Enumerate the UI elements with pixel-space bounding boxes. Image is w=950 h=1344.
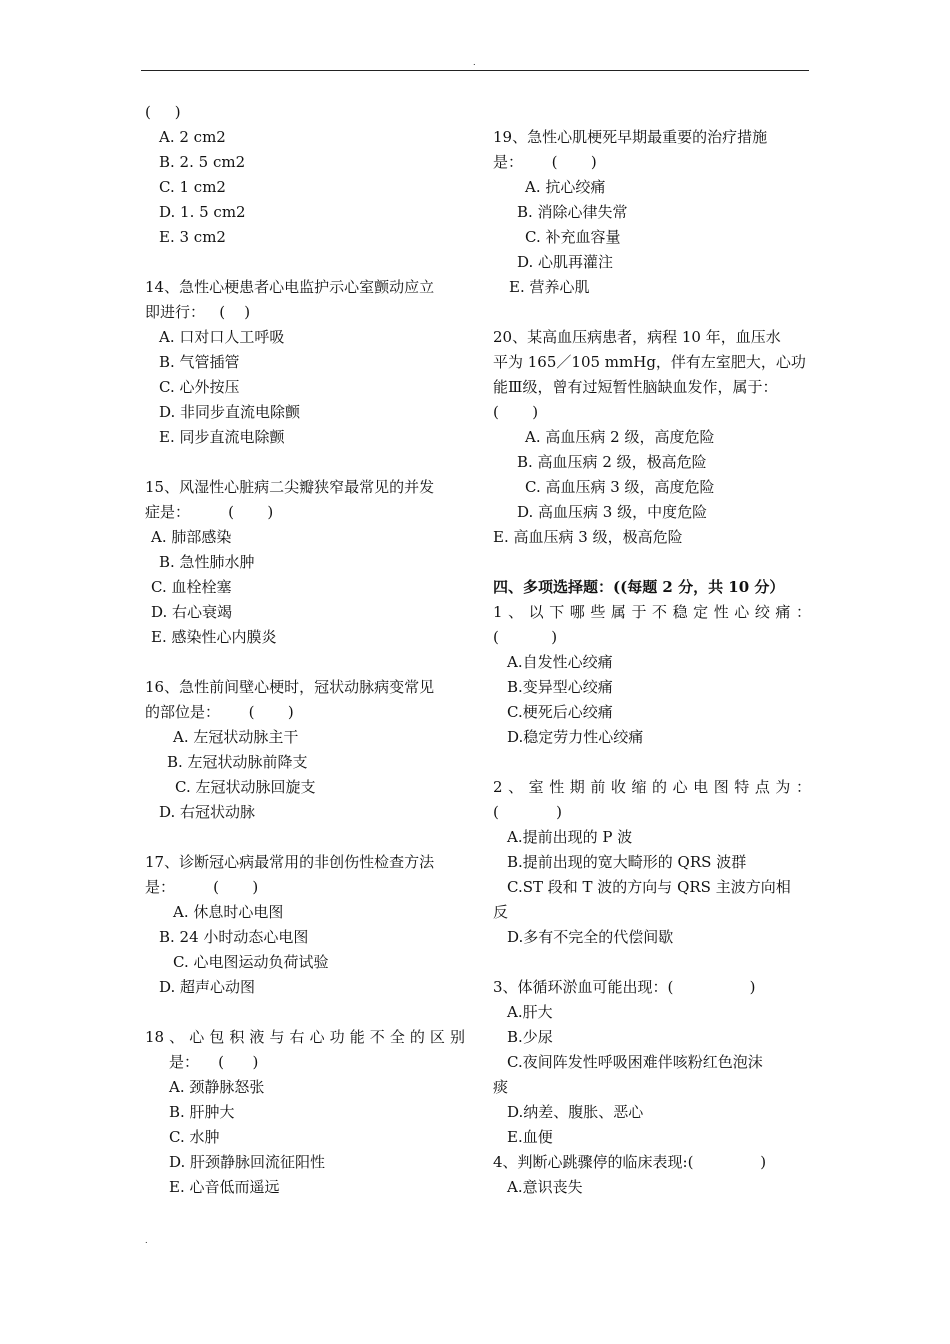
q13-option-c: C. 1 cm2 <box>159 178 226 196</box>
q16-option-b: B. 左冠状动脉前降支 <box>167 753 308 771</box>
q19-option-e: E. 营养心肌 <box>509 278 590 296</box>
q19-stem-cont: 是： ( ) <box>493 153 597 171</box>
q14-option-a: A. 口对口人工呼吸 <box>159 328 285 346</box>
footer-mark: . <box>145 1236 148 1245</box>
m2-option-d: D.多有不完全的代偿间歇 <box>507 928 674 946</box>
m1-option-b: B.变异型心绞痛 <box>507 678 613 696</box>
q20-stem-4: ( ) <box>493 403 539 421</box>
q15-option-e: E. 感染性心内膜炎 <box>151 628 277 646</box>
q20-option-b: B. 高血压病 2 级，极高危险 <box>517 453 707 471</box>
m3-option-c: C.夜间阵发性呼吸困难伴咳粉红色泡沫 <box>507 1053 763 1071</box>
header-rule <box>141 70 809 71</box>
m2-stem: 2、室性期前收缩的心电图特点为： <box>493 778 811 796</box>
q20-stem-2: 平为 165／105 mmHg，伴有左室肥大，心功 <box>493 353 806 371</box>
q16-stem-cont: 的部位是： ( ) <box>145 703 294 721</box>
q15-option-a: A. 肺部感染 <box>151 528 232 546</box>
q20-option-d: D. 高血压病 3 级，中度危险 <box>517 503 708 521</box>
q16-stem: 16、急性前间壁心梗时，冠状动脉病变常见 <box>145 678 435 696</box>
q19-option-d: D. 心肌再灌注 <box>517 253 614 271</box>
q18-option-e: E. 心音低而遥远 <box>169 1178 280 1196</box>
q16-option-d: D. 右冠状动脉 <box>159 803 256 821</box>
q17-option-c: C. 心电图运动负荷试验 <box>173 953 329 971</box>
m4-option-a: A.意识丧失 <box>507 1178 583 1196</box>
m2-stem-cont: ( ) <box>493 803 562 821</box>
m1-option-c: C.梗死后心绞痛 <box>507 703 613 721</box>
m1-option-a: A.自发性心绞痛 <box>507 653 613 671</box>
q17-option-d: D. 超声心动图 <box>159 978 256 996</box>
q14-option-e: E. 同步直流电除颤 <box>159 428 285 446</box>
header-mark: . <box>473 58 476 67</box>
q15-option-d: D. 右心衰竭 <box>151 603 233 621</box>
q14-option-c: C. 心外按压 <box>159 378 240 396</box>
q20-option-a: A. 高血压病 2 级，高度危险 <box>525 428 715 446</box>
q15-option-b: B. 急性肺水肿 <box>159 553 255 571</box>
q15-option-c: C. 血栓栓塞 <box>151 578 232 596</box>
m3-option-b: B.少尿 <box>507 1028 553 1046</box>
m1-stem-cont: ( ) <box>493 628 558 646</box>
q17-stem-cont: 是： ( ) <box>145 878 259 896</box>
q13-option-b: B. 2. 5 cm2 <box>159 153 246 171</box>
q13-option-d: D. 1. 5 cm2 <box>159 203 246 221</box>
q18-option-d: D. 肝颈静脉回流征阳性 <box>169 1153 326 1171</box>
left-column <box>145 100 465 1200</box>
m2-option-a: A.提前出现的 P 波 <box>507 828 633 846</box>
m3-option-e: E.血便 <box>507 1128 553 1146</box>
q16-option-c: C. 左冠状动脉回旋支 <box>175 778 316 796</box>
q14-stem: 14、急性心梗患者心电监护示心室颤动应立 <box>145 278 435 296</box>
right-column <box>493 125 811 1200</box>
q13-option-e: E. 3 cm2 <box>159 228 226 246</box>
m3-option-d: D.纳差、腹胀、恶心 <box>507 1103 644 1121</box>
q20-stem: 20、某高血压病患者，病程 10 年，血压水 <box>493 328 781 346</box>
q17-option-a: A. 休息时心电图 <box>173 903 284 921</box>
q18-option-b: B. 肝肿大 <box>169 1103 235 1121</box>
q19-option-b: B. 消除心律失常 <box>517 203 628 221</box>
q15-stem-cont: 症是： ( ) <box>145 503 274 521</box>
section-4-title: 四、多项选择题：((每题 2 分，共 10 分） <box>493 578 785 596</box>
q17-stem: 17、诊断冠心病最常用的非创伤性检查方法 <box>145 853 435 871</box>
q19-option-a: A. 抗心绞痛 <box>525 178 606 196</box>
q14-option-b: B. 气管插管 <box>159 353 240 371</box>
q19-option-c: C. 补充血容量 <box>525 228 621 246</box>
m3-stem: 3、体循环淤血可能出现：( ) <box>493 978 756 996</box>
m3-option-a: A.肝大 <box>507 1003 553 1021</box>
q13-option-a: A. 2 cm2 <box>159 128 226 146</box>
q14-option-d: D. 非同步直流电除颤 <box>159 403 301 421</box>
m1-stem: 1、以下哪些属于不稳定性心绞痛： <box>493 603 811 621</box>
q15-stem: 15、风湿性心脏病二尖瓣狭窄最常见的并发 <box>145 478 435 496</box>
q18-option-a: A. 颈静脉怒张 <box>169 1078 265 1096</box>
m1-option-d: D.稳定劳力性心绞痛 <box>507 728 644 746</box>
q20-option-c: C. 高血压病 3 级，高度危险 <box>525 478 715 496</box>
m3-option-c-cont: 痰 <box>493 1078 509 1096</box>
q19-stem: 19、急性心肌梗死早期最重要的治疗措施 <box>493 128 768 146</box>
q18-option-c: C. 水肿 <box>169 1128 220 1146</box>
m2-option-b: B.提前出现的宽大畸形的 QRS 波群 <box>507 853 747 871</box>
q18-stem-cont: 是： ( ) <box>169 1053 259 1071</box>
q18-stem: 18、心包积液与右心功能不全的区别 <box>145 1028 465 1046</box>
q20-option-e: E. 高血压病 3 级，极高危险 <box>493 528 683 546</box>
m2-option-c-cont: 反 <box>493 903 509 921</box>
q17-option-b: B. 24 小时动态心电图 <box>159 928 309 946</box>
m4-stem: 4、判断心跳骤停的临床表现:( ) <box>493 1153 767 1171</box>
q20-stem-3: 能Ⅲ级，曾有过短暂性脑缺血发作，属于： <box>493 378 778 396</box>
q14-stem-cont: 即进行： ( ) <box>145 303 251 321</box>
q13-answer-blank: ( ) <box>145 103 181 121</box>
q16-option-a: A. 左冠状动脉主干 <box>173 728 299 746</box>
m2-option-c: C.ST 段和 T 波的方向与 QRS 主波方向相 <box>507 878 791 896</box>
